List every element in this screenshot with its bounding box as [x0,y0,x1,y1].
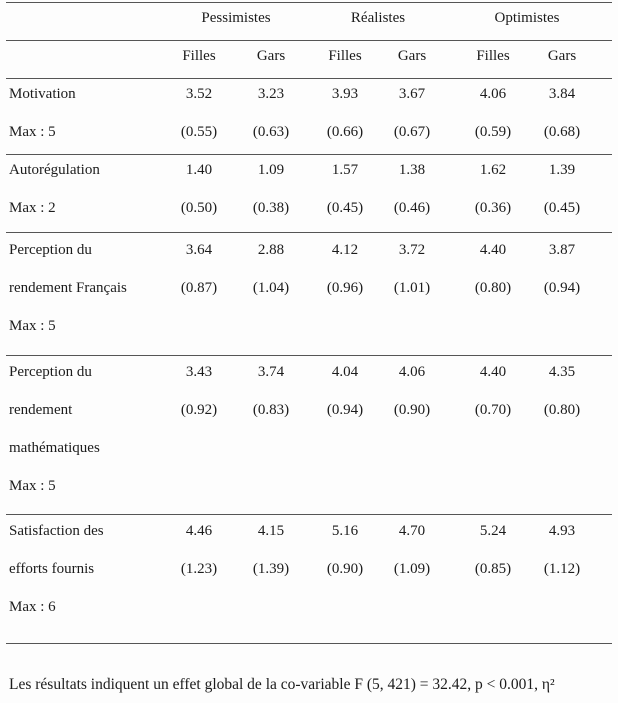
table-rule [6,643,612,644]
row-label: Motivation [9,86,76,102]
cell-mean: 4.40 [479,364,507,380]
cell-sd: (0.92) [180,402,218,418]
cell-mean: 3.72 [398,242,426,258]
table-rule [6,2,612,3]
cell-sd: (1.09) [393,561,431,577]
cell-sd: (0.63) [252,124,290,140]
row-label: Autorégulation [9,162,100,178]
subheader: Filles [328,48,362,64]
table-rule [6,232,612,233]
cell-sd: (0.70) [474,402,512,418]
cell-sd: (1.12) [543,561,581,577]
cell-mean: 1.57 [331,162,359,178]
cell-sd: (0.59) [474,124,512,140]
cell-mean: 3.64 [185,242,213,258]
cell-mean: 1.39 [548,162,576,178]
cell-mean: 3.84 [548,86,576,102]
group-header: Optimistes [494,10,560,26]
row-label: Max : 6 [9,599,56,615]
cell-sd: (0.94) [543,280,581,296]
cell-sd: (1.04) [252,280,290,296]
cell-sd: (0.45) [543,200,581,216]
cell-sd: (0.50) [180,200,218,216]
cell-sd: (0.68) [543,124,581,140]
cell-mean: 4.04 [331,364,359,380]
cell-mean: 3.67 [398,86,426,102]
cell-mean: 1.38 [398,162,426,178]
row-label: rendement Français [9,280,127,296]
group-header: Pessimistes [201,10,271,26]
cell-mean: 4.06 [398,364,426,380]
cell-sd: (0.55) [180,124,218,140]
cell-sd: (0.90) [393,402,431,418]
table-rule [6,154,612,155]
row-label: Satisfaction des [9,523,104,539]
cell-sd: (0.67) [393,124,431,140]
cell-sd: (0.90) [326,561,364,577]
cell-sd: (0.45) [326,200,364,216]
cell-mean: 5.16 [331,523,359,539]
table-rule [6,40,612,41]
cell-sd: (1.23) [180,561,218,577]
table-rule [6,78,612,79]
subheader: Gars [397,48,427,64]
footnote-text: Les résultats indiquent un effet global de la co-variable F (5, 421) = 32.42, p < 0.001, η² [9,676,555,693]
subheader: Gars [547,48,577,64]
cell-mean: 3.23 [257,86,285,102]
group-header: Réalistes [350,10,406,26]
cell-mean: 3.93 [331,86,359,102]
cell-mean: 3.52 [185,86,213,102]
cell-mean: 5.24 [479,523,507,539]
cell-sd: (0.94) [326,402,364,418]
row-label: Max : 2 [9,200,56,216]
cell-mean: 1.40 [185,162,213,178]
subheader: Filles [182,48,216,64]
cell-mean: 4.40 [479,242,507,258]
cell-sd: (0.80) [543,402,581,418]
cell-sd: (0.83) [252,402,290,418]
cell-sd: (0.36) [474,200,512,216]
cell-mean: 4.35 [548,364,576,380]
cell-mean: 4.70 [398,523,426,539]
row-label: Perception du [9,364,92,380]
cell-mean: 1.09 [257,162,285,178]
cell-mean: 4.46 [185,523,213,539]
cell-mean: 3.74 [257,364,285,380]
table-rule [6,355,612,356]
row-label: mathématiques [9,440,100,456]
cell-mean: 4.12 [331,242,359,258]
cell-sd: (0.85) [474,561,512,577]
cell-sd: (0.38) [252,200,290,216]
cell-mean: 2.88 [257,242,285,258]
row-label: Perception du [9,242,92,258]
row-label: efforts fournis [9,561,95,577]
row-label: Max : 5 [9,318,56,334]
subheader: Gars [256,48,286,64]
row-label: rendement [9,402,73,418]
cell-sd: (0.46) [393,200,431,216]
cell-mean: 4.15 [257,523,285,539]
cell-sd: (0.96) [326,280,364,296]
cell-mean: 3.87 [548,242,576,258]
cell-mean: 1.62 [479,162,507,178]
subheader: Filles [476,48,510,64]
cell-sd: (0.87) [180,280,218,296]
row-label: Max : 5 [9,124,56,140]
row-label: Max : 5 [9,478,56,494]
table-rule [6,514,612,515]
cell-mean: 3.43 [185,364,213,380]
cell-mean: 4.93 [548,523,576,539]
cell-sd: (0.80) [474,280,512,296]
cell-sd: (1.39) [252,561,290,577]
cell-sd: (0.66) [326,124,364,140]
cell-sd: (1.01) [393,280,431,296]
cell-mean: 4.06 [479,86,507,102]
